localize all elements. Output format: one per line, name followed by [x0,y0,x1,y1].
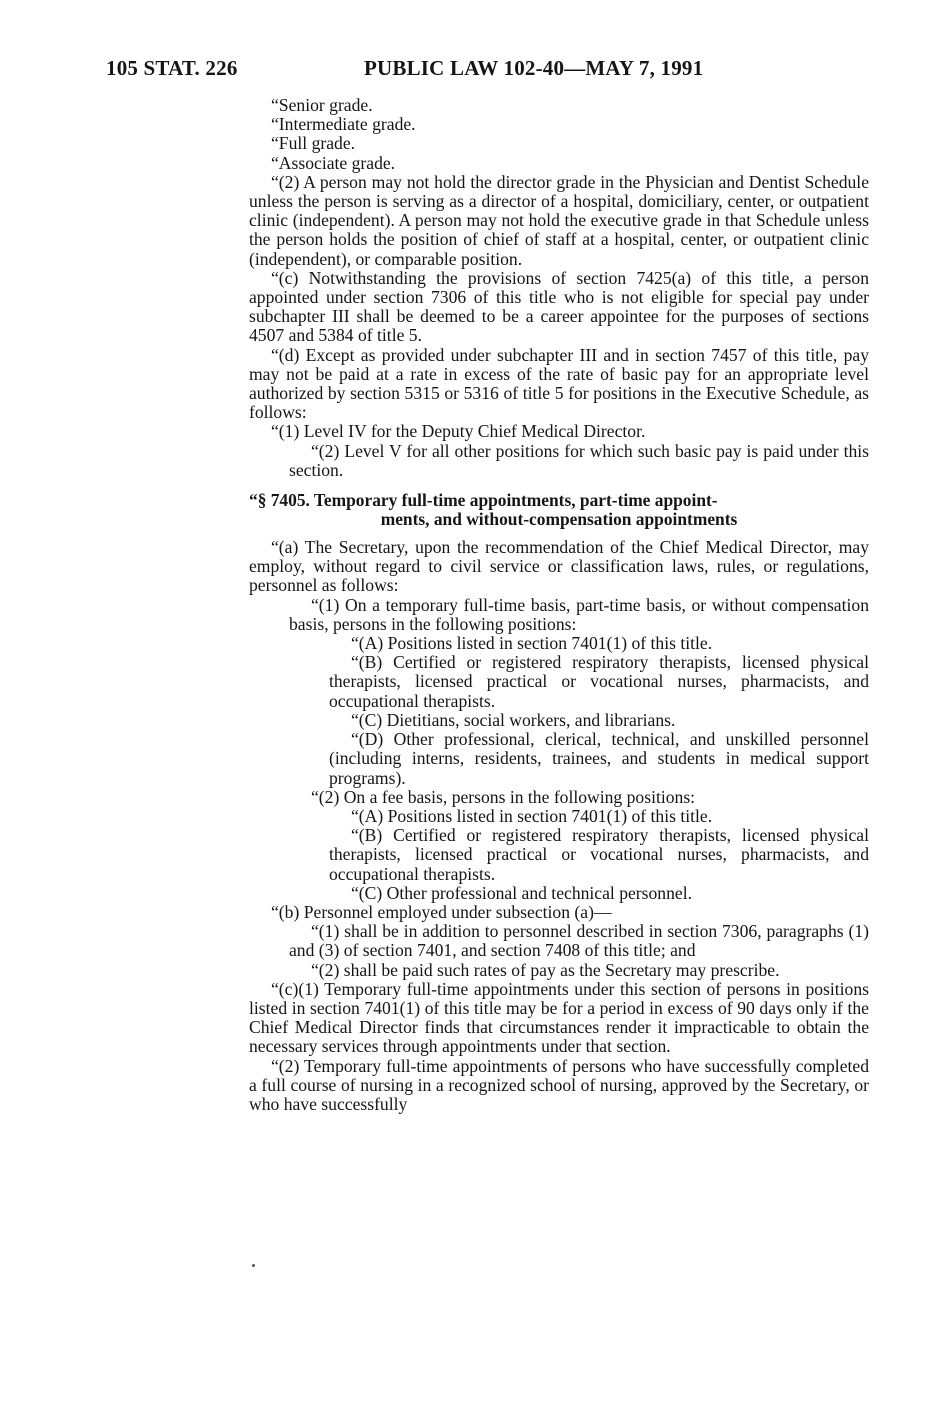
paragraph-d-2-text: “(2) Level V for all other positions for which such basic pay is paid under this section. [289,440,869,480]
stat-reference: 105 STAT. 226 [106,56,238,80]
scan-speck [252,1264,255,1267]
section-heading-line1: “§ 7405. Temporary full-time appointments, part-time appoint- [249,490,718,511]
document-body [249,96,869,1114]
paragraph-d-1 [209,422,869,441]
page-header [0,56,946,86]
subsection-a-1: “(1) On a temporary full-time basis, part-time basis, or without compensation basis, persons in the following positions: [289,594,869,634]
subsection-c-1: “(c)(1) Temporary full-time appointments under this section of persons in positions listed in section 7401(1) of this title may be for a period in excess of 90 days only if the Chief Medical Director finds that circumstances render it impracticable to obtain the necessary services through appointments under that section. [249,978,869,1057]
subsection-a-2: “(2) On a fee basis, persons in the following positions: [311,786,696,807]
section-heading-line2: ments, and without-compensation appointments [380,509,738,530]
subsection-b-1: “(1) shall be in addition to personnel described in section 7306, paragraphs (1) and (3) of section 7401, and section 7408 of this title; and [289,921,869,961]
subsection-a-1-D: “(D) Other professional, clerical, technical, and unskilled personnel (including interns, residents, trainees, and students in medical support programs). [329,729,869,788]
subsection-a-1-A: “(A) Positions listed in section 7401(1) of this title. [351,633,713,654]
paragraph-2: “(2) A person may not hold the director grade in the Physician and Dentist Schedule unless the person is serving as a director of a hospital, domiciliary, center, or outpatient clinic (independent). A person may not hold the executive grade in that Schedule unless the person holds the position of chief of staff at a hospital, center, or outpatient clinic (independent), or comparable position. [249,171,869,269]
paragraph-d: “(d) Except as provided under subchapter III and in section 7457 of this title, pay may not be paid at a rate in excess of the rate of basic pay for an appropriate level authorized by section 5315 or 5316 of title 5 for positions in the Executive Schedule, as follows: [249,344,869,423]
section-heading [249,491,869,529]
paragraph-d-2 [249,442,869,480]
grade-full: “Full grade. [271,133,356,154]
subsection-a-1-B: “(B) Certified or registered respiratory therapists, licensed physical therapists, licensed practical or vocational nurses, pharmacists, and occupational therapists. [329,652,869,711]
grade-associate: “Associate grade. [271,152,396,173]
paragraph-d-1-text: “(1) Level IV for the Deputy Chief Medical Director. [271,421,646,442]
grade-intermediate: “Intermediate grade. [271,114,416,135]
subsection-a-2-A: “(A) Positions listed in section 7401(1) of this title. [351,805,713,826]
subsection-a: “(a) The Secretary, upon the recommendation of the Chief Medical Director, may employ, without regard to civil service or classification laws, rules, or regulations, personnel as follows: [249,537,869,596]
subsection-c-2: “(2) Temporary full-time appointments of persons who have successfully completed a full course of nursing in a recognized school of nursing, approved by the Secretary, or who have successfully [249,1055,869,1114]
subsection-a-1-C: “(C) Dietitians, social workers, and librarians. [351,709,676,730]
subsection-b-2: “(2) shall be paid such rates of pay as the Secretary may prescribe. [311,959,780,980]
grade-senior: “Senior grade. [271,95,373,115]
subsection-a-2-B: “(B) Certified or registered respiratory therapists, licensed physical therapists, licensed practical or vocational nurses, pharmacists, and occupational therapists. [329,825,869,884]
law-title: PUBLIC LAW 102-40—MAY 7, 1991 [364,56,704,80]
subsection-b: “(b) Personnel employed under subsection (a)— [271,901,612,922]
subsection-a-2-C: “(C) Other professional and technical personnel. [351,882,692,903]
paragraph-c: “(c) Notwithstanding the provisions of section 7425(a) of this title, a person appointed under section 7306 of this title who is not eligible for special pay under subchapter III shall be deemed to be a career appointee for the purposes of sections 4507 and 5384 of title 5. [249,267,869,346]
